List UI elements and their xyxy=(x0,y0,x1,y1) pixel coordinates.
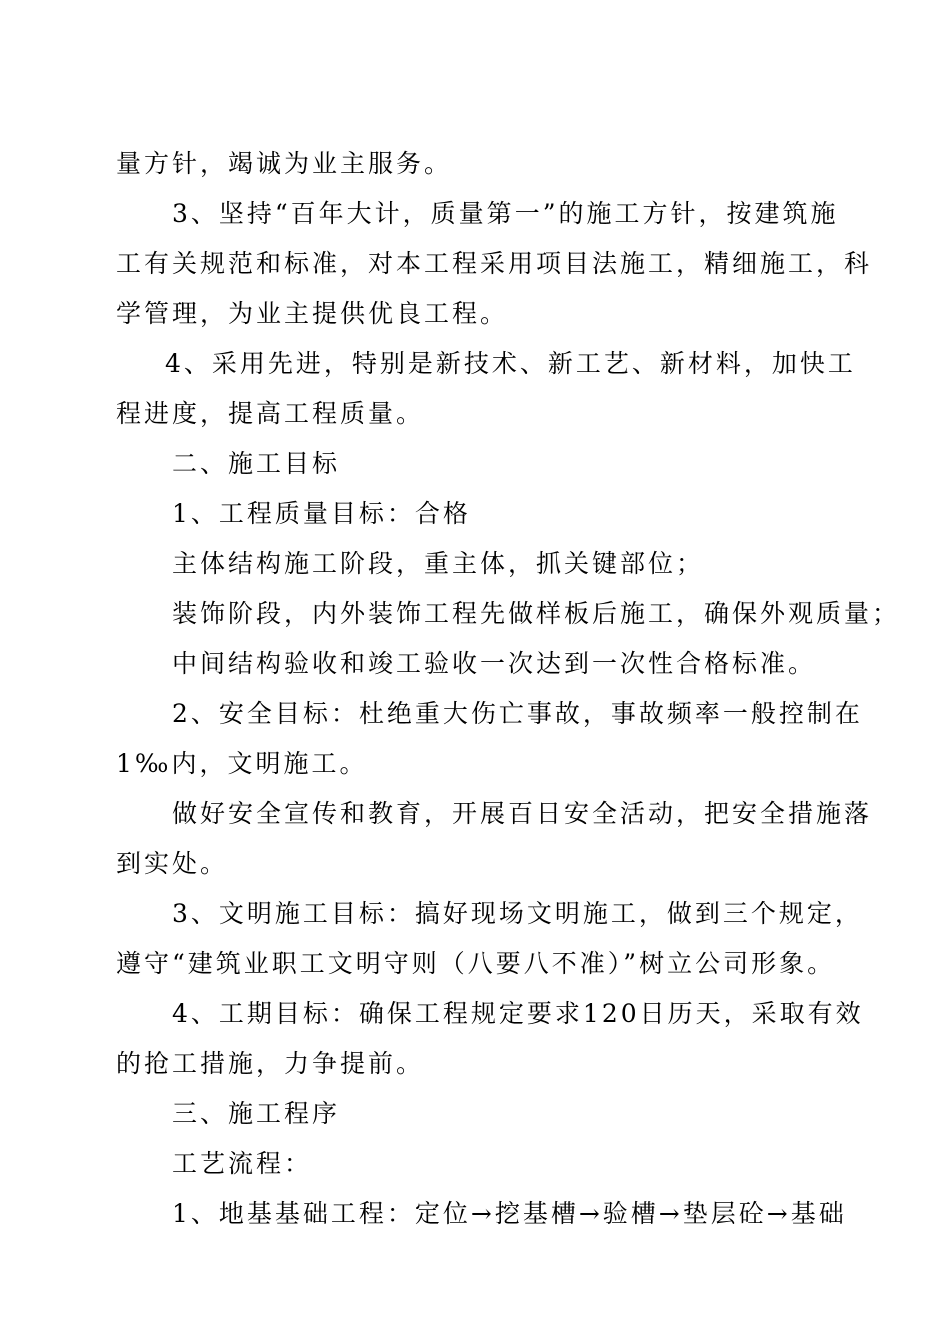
paragraph-line-1: 量方针，竭诚为业主服务。 xyxy=(116,149,453,178)
paragraph-line-5: 4、采用先进，特别是新技术、新工艺、新材料，加快工 xyxy=(165,349,856,378)
paragraph-line-12: 2、安全目标：杜绝重大伤亡事故，事故频率一般控制在 xyxy=(172,699,863,728)
paragraph-line-4: 学管理，为业主提供优良工程。 xyxy=(116,299,509,328)
paragraph-line-9: 主体结构施工阶段，重主体，抓关键部位； xyxy=(172,549,705,578)
paragraph-line-21: 工艺流程： xyxy=(172,1149,313,1178)
section-heading-2: 二、施工目标 xyxy=(172,449,341,478)
paragraph-line-16: 3、文明施工目标：搞好现场文明施工，做到三个规定， xyxy=(172,899,863,928)
section-heading-3: 三、施工程序 xyxy=(172,1099,341,1128)
paragraph-line-11: 中间结构验收和竣工验收一次达到一次性合格标准。 xyxy=(172,649,817,678)
paragraph-line-3: 工有关规范和标准，对本工程采用项目法施工，精细施工，科 xyxy=(116,249,873,278)
paragraph-line-15: 到实处。 xyxy=(116,849,229,878)
paragraph-line-6: 程进度，提高工程质量。 xyxy=(116,399,425,428)
paragraph-line-17: 遵守“建筑业职工文明守则（八要八不准）”树立公司形象。 xyxy=(116,949,836,978)
paragraph-line-8: 1、工程质量目标：合格 xyxy=(172,499,471,528)
paragraph-line-18: 4、工期目标：确保工程规定要求120日历天，采取有效 xyxy=(172,999,864,1028)
paragraph-line-13: 1‰内，文明施工。 xyxy=(116,749,368,778)
paragraph-line-19: 的抢工措施，力争提前。 xyxy=(116,1049,425,1078)
paragraph-line-2: 3、坚持“百年大计，质量第一”的施工方针，按建筑施 xyxy=(172,199,839,228)
paragraph-line-22: 1、地基基础工程：定位→挖基槽→验槽→垫层砼→基础 xyxy=(172,1199,847,1228)
paragraph-line-14: 做好安全宣传和教育，开展百日安全活动，把安全措施落 xyxy=(172,799,873,828)
paragraph-line-10: 装饰阶段，内外装饰工程先做样板后施工，确保外观质量； xyxy=(172,599,901,628)
